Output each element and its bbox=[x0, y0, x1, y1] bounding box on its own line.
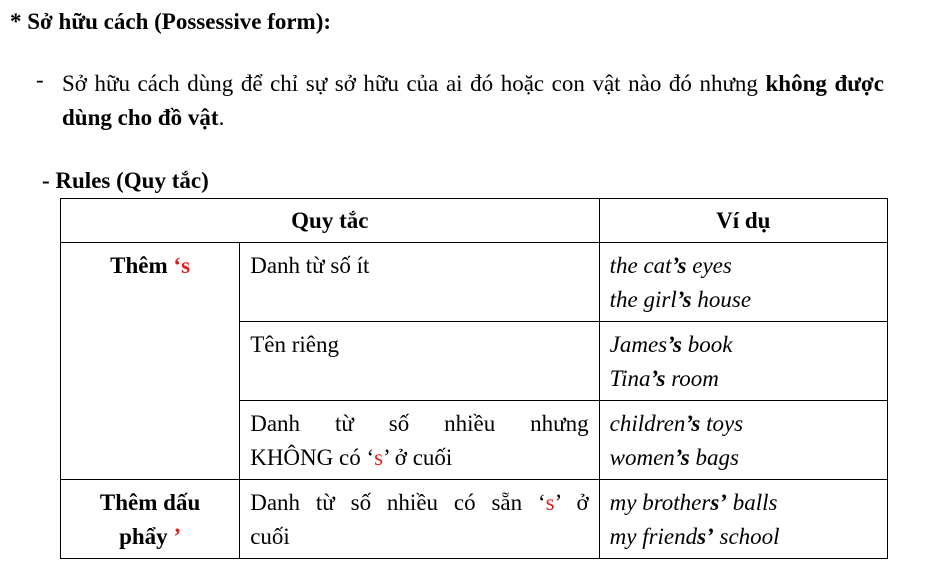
example-line: Tina’s room bbox=[609, 366, 719, 391]
example-line: women’s bags bbox=[609, 445, 739, 470]
example-line: my brothers’ balls bbox=[609, 490, 778, 515]
table-header-row bbox=[61, 199, 888, 243]
bullet-dash: - bbox=[36, 67, 44, 92]
rule-cell bbox=[240, 480, 599, 559]
bullet-text-bold: không được dùng cho đồ vật bbox=[62, 71, 884, 130]
table-row bbox=[61, 480, 888, 559]
header-rule: Quy tắc bbox=[61, 199, 600, 243]
rules-table bbox=[60, 198, 888, 559]
section-heading: * Sở hữu cách (Possessive form): bbox=[10, 9, 332, 34]
example-line: children’s toys bbox=[609, 411, 744, 436]
rule-line: cuối bbox=[250, 524, 290, 549]
example-cell bbox=[599, 401, 887, 480]
example-cell bbox=[599, 322, 887, 401]
group-label: Thêm dấu bbox=[99, 490, 201, 515]
rule-line: Danh từ số nhiều nhưng bbox=[250, 411, 589, 436]
rule-line: Danh từ số nhiều có sẵn ‘s’ ở bbox=[250, 490, 589, 515]
rule-cell: Danh từ số ít bbox=[240, 243, 599, 322]
rule-line: KHÔNG có ‘s’ ở cuối bbox=[250, 445, 453, 470]
group-marker: ’ bbox=[173, 524, 182, 549]
bullet-text-end: . bbox=[218, 105, 225, 130]
group-add-apostrophe-s bbox=[61, 243, 240, 480]
rule-cell bbox=[240, 401, 599, 480]
group-marker: ‘s bbox=[173, 253, 191, 278]
example-line: the girl’s house bbox=[609, 287, 752, 312]
header-example: Ví dụ bbox=[599, 199, 887, 243]
bullet-text bbox=[62, 67, 884, 135]
example-line: the cat’s eyes bbox=[609, 253, 732, 278]
group-label: phẩy bbox=[119, 524, 174, 549]
rule-cell: Tên riêng bbox=[240, 322, 599, 401]
group-add-apostrophe bbox=[61, 480, 240, 559]
group-label: Thêm bbox=[110, 253, 174, 278]
example-line: James’s book bbox=[609, 332, 733, 357]
bullet-text-plain: Sở hữu cách dùng để chỉ sự sở hữu của ai đó hoặc con vật nào đó nhưng bbox=[62, 71, 766, 96]
example-line: my friends’ school bbox=[609, 524, 780, 549]
table-row bbox=[61, 243, 888, 322]
rules-title: - Rules (Quy tắc) bbox=[42, 168, 209, 193]
example-cell bbox=[599, 480, 887, 559]
example-cell bbox=[599, 243, 887, 322]
